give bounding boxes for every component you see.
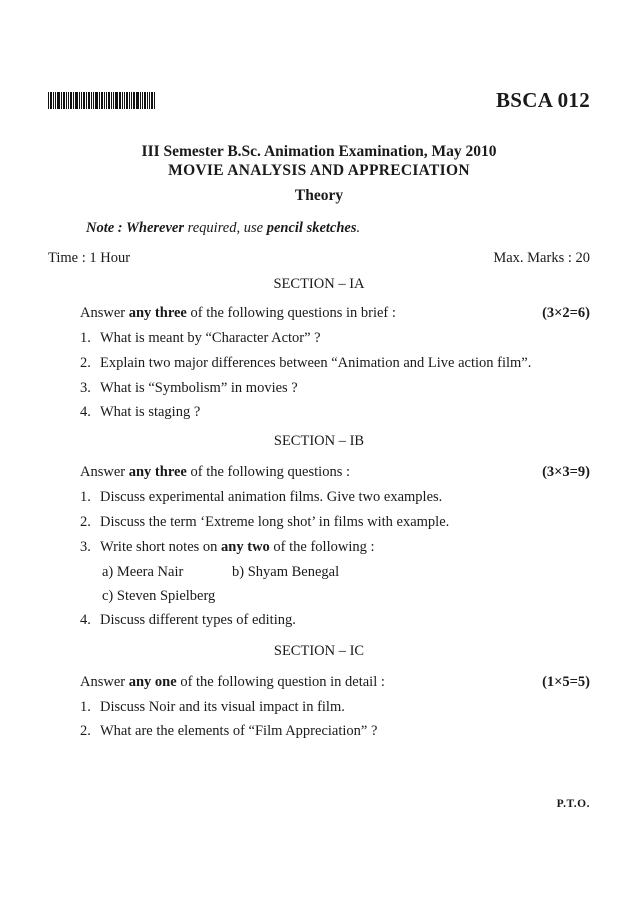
barcode-bar: [57, 92, 60, 109]
question-number: 2.: [80, 355, 91, 371]
barcode-bar: [75, 92, 78, 109]
question-number: 2.: [80, 514, 91, 530]
barcode-bar: [147, 92, 148, 109]
barcode-bar: [129, 92, 130, 109]
section-ib-instruction: [80, 464, 350, 481]
section-ia-title: SECTION – IA: [273, 276, 365, 292]
barcode-bar: [126, 92, 128, 109]
section-ic-marks: (1×5=5): [542, 674, 590, 690]
instr-text: of the following question in detail :: [176, 674, 385, 690]
section-ia-marks: (3×2=6): [542, 305, 590, 321]
barcode-bar: [50, 92, 52, 109]
barcode-bar: [68, 92, 69, 109]
question-text: What is “Symbolism” in movies ?: [100, 380, 298, 396]
barcode-bar: [70, 92, 72, 109]
barcode-bar: [144, 92, 146, 109]
barcode-bar: [122, 92, 123, 109]
question-number: 1.: [80, 489, 91, 505]
barcode-bar: [81, 92, 82, 109]
question-text: What is meant by “Character Actor” ?: [100, 330, 321, 346]
question-text: Discuss Noir and its visual impact in film.: [100, 699, 345, 715]
barcode-bar: [104, 92, 105, 109]
instr-text: Answer: [80, 464, 129, 480]
barcode-bar: [83, 92, 85, 109]
section-ib-title: SECTION – IB: [273, 433, 365, 449]
instr-text: Answer: [80, 305, 129, 321]
question-text: Write short notes on: [100, 539, 222, 555]
max-marks: Max. Marks : 20: [493, 250, 590, 266]
barcode-bar: [106, 92, 107, 109]
barcode-bar: [101, 92, 103, 109]
question-number: 4.: [80, 612, 91, 628]
instr-text: of the following questions in brief :: [186, 305, 396, 321]
instr-bold: any three: [128, 305, 187, 321]
question-item: [80, 489, 442, 506]
section-ib-marks: (3×3=9): [542, 464, 590, 480]
barcode-bar: [53, 92, 54, 109]
barcode-bar: [149, 92, 150, 109]
barcode-bar: [119, 92, 121, 109]
barcode-bar: [73, 92, 74, 109]
barcode-bar: [124, 92, 125, 109]
note-text: required, use: [184, 220, 267, 236]
barcode-image: [48, 92, 158, 109]
question-item: [80, 330, 321, 347]
barcode-bar: [48, 92, 49, 109]
question-number: 3.: [80, 380, 91, 396]
barcode-bar: [88, 92, 90, 109]
question-number: 1.: [80, 330, 91, 346]
instr-text: Answer: [80, 674, 129, 690]
barcode-bar: [115, 92, 118, 109]
note-end: .: [356, 220, 361, 236]
section-ia-instruction: [80, 305, 396, 322]
question-item: [80, 355, 531, 372]
paper-type: Theory: [294, 187, 344, 204]
question-text: of the following :: [269, 539, 375, 555]
sub-option-b: b) Shyam Benegal: [232, 564, 340, 580]
question-number: 2.: [80, 723, 91, 739]
barcode-bar: [99, 92, 100, 109]
barcode-bar: [63, 92, 65, 109]
sub-option-c: c) Steven Spielberg: [102, 588, 216, 604]
note: [86, 220, 360, 237]
course-code: BSCA 012: [495, 88, 590, 112]
instr-text: of the following questions :: [186, 464, 350, 480]
question-bold: any two: [221, 539, 270, 555]
question-number: 1.: [80, 699, 91, 715]
barcode-bar: [79, 92, 80, 109]
question-text: Discuss the term ‘Extreme long shot’ in films with example.: [100, 514, 450, 530]
question-item: [80, 380, 298, 397]
question-text: Discuss experimental animation films. Give two examples.: [100, 489, 443, 505]
barcode-bar: [61, 92, 62, 109]
barcode-bar: [108, 92, 110, 109]
barcode-bar: [95, 92, 98, 109]
section-ic-instruction: [80, 674, 385, 691]
barcode-bar: [55, 92, 56, 109]
question-item: [80, 539, 375, 556]
barcode-bar: [111, 92, 112, 109]
subject-title: MOVIE ANALYSIS AND APPRECIATION: [168, 162, 470, 179]
section-ic-title: SECTION – IC: [273, 643, 365, 659]
barcode-bar: [66, 92, 67, 109]
question-text: Explain two major differences between “Animation and Live action film”.: [100, 355, 532, 371]
question-text: What is staging ?: [100, 404, 201, 420]
barcode-bar: [133, 92, 135, 109]
question-text: What are the elements of “Film Appreciation” ?: [100, 723, 378, 739]
question-number: 3.: [80, 539, 91, 555]
question-number: 4.: [80, 404, 91, 420]
barcode-bar: [91, 92, 92, 109]
question-item: [80, 723, 377, 740]
instr-bold: any one: [128, 674, 177, 690]
question-item: [80, 404, 200, 421]
sub-option-a: a) Meera Nair: [102, 564, 184, 580]
barcode-bar: [113, 92, 114, 109]
barcode-bar: [136, 92, 139, 109]
barcode-bar: [86, 92, 87, 109]
question-text: Discuss different types of editing.: [100, 612, 296, 628]
note-label: Note : Wherever: [86, 220, 184, 236]
instr-bold: any three: [128, 464, 187, 480]
barcode-bar: [140, 92, 141, 109]
barcode-bar: [93, 92, 94, 109]
exam-title: III Semester B.Sc. Animation Examination, May 2010: [141, 143, 497, 160]
question-item: [80, 514, 449, 531]
pto-label: P.T.O.: [556, 798, 590, 810]
time-limit: Time : 1 Hour: [48, 250, 131, 266]
question-item: [80, 699, 345, 716]
barcode-bar: [131, 92, 132, 109]
barcode-bar: [151, 92, 153, 109]
question-item: [80, 612, 296, 629]
barcode-bar: [142, 92, 143, 109]
barcode-bar: [154, 92, 155, 109]
note-emphasis: pencil sketches: [266, 220, 357, 236]
